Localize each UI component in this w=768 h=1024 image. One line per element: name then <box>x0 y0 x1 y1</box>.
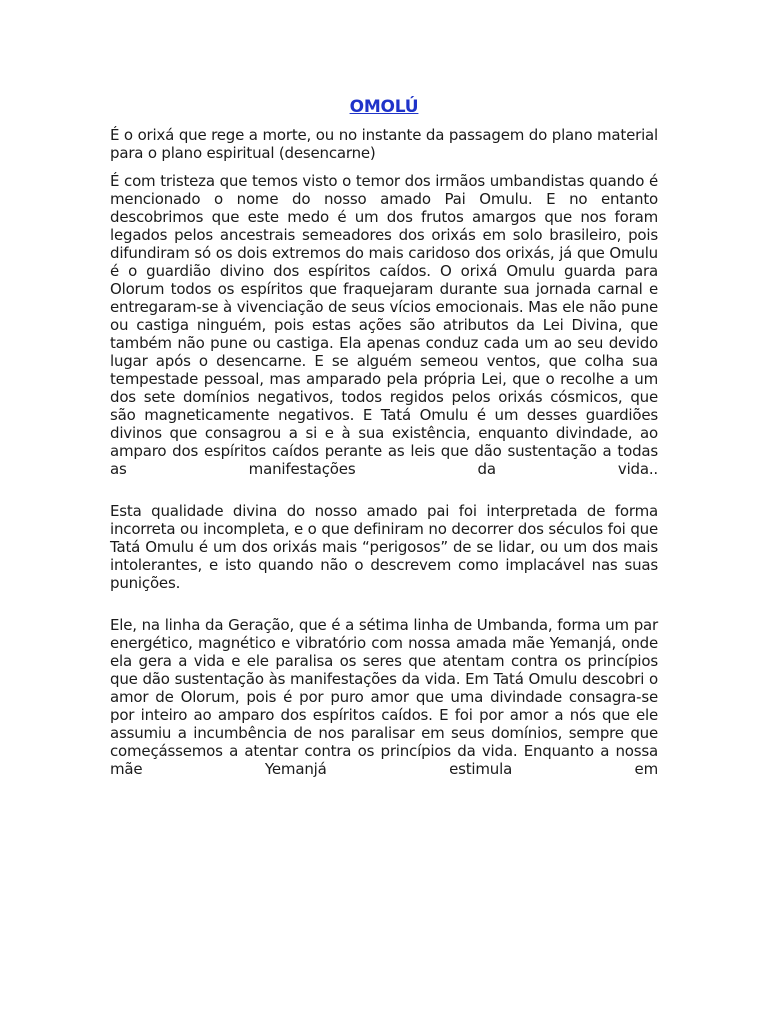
paragraph-4: Ele, na linha da Geração, que é a sétima linha de Umbanda, forma um par energético, magnético e vibratório com nossa amada mãe Yemanjá, onde ela gera a vida e ele paralisa os seres que atentam contra os princípios que dão sustentação às manifestações da vida. Em Tatá Omulu descobri o amor de Olorum, pois é por puro amor que uma divindade consagra-se por inteiro ao amparo dos espíritos caídos. E foi por amor a nós que ele assumiu a incumbência de nos paralisar em seus domínios, sempre que começássemos a atentar contra os princípios da vida. Enquanto a nossa mãe Yemanjá estimula em <box>110 616 658 778</box>
paragraph-2: É com tristeza que temos visto o temor dos irmãos umbandistas quando é mencionado o nome do nosso amado Pai Omulu. E no entanto descobrimos que este medo é um dos frutos amargos que nos foram legados pelos ancestrais semeadores dos orixás em solo brasileiro, pois difundiram só os dois extremos do mais caridoso dos orixás, já que Omulu é o guardião divino dos espíritos caídos. O orixá Omulu guarda para Olorum todos os espíritos que fraquejaram durante sua jornada carnal e entregaram-se à vivenciação de seus vícios emocionais. Mas ele não pune ou castiga ninguém, pois estas ações são atributos da Lei Divina, que também não pune ou castiga. Ela apenas conduz cada um ao seu devido lugar após o desencarne. E se alguém semeou ventos, que colha sua tempestade pessoal, mas amparado pela própria Lei, que o recolhe a um dos sete domínios negativos, todos regidos pelos orixás cósmicos, que são magneticamente negativos. E Tatá Omulu é um desses guardiões divinos que consagrou a si e à sua existência, enquanto divindade, ao amparo dos espíritos caídos perante as leis que dão sustentação a todas as manifestações da vida.. <box>110 172 658 478</box>
document-title <box>110 96 658 118</box>
paragraph-3: Esta qualidade divina do nosso amado pai foi interpretada de forma incorreta ou incompleta, e o que definiram no decorrer dos séculos foi que Tatá Omulu é um dos orixás mais “perigosos” de se lidar, ou um dos mais intolerantes, e isto quando não o descrevem como implacável nas suas punições. <box>110 502 658 592</box>
title-link[interactable]: OMOLÚ <box>349 97 419 117</box>
paragraph-1: É o orixá que rege a morte, ou no instante da passagem do plano material para o plano espiritual (desencarne) <box>110 126 658 162</box>
document-page <box>110 96 658 778</box>
